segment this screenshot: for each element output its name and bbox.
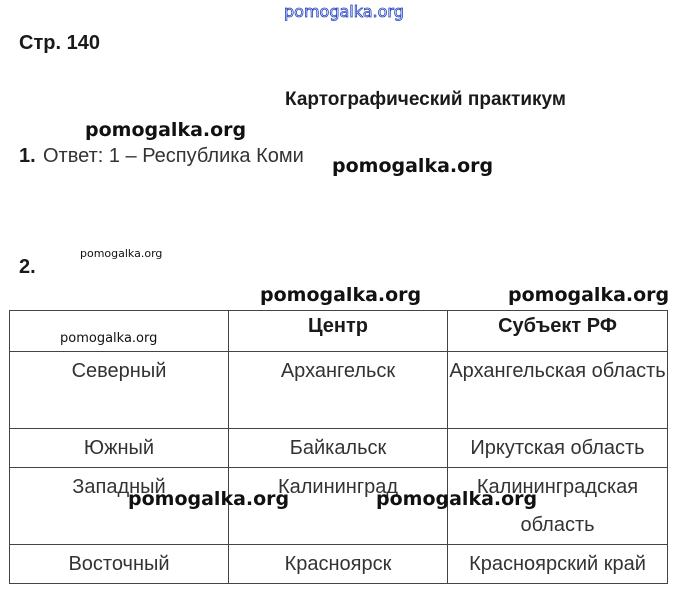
watermark: pomogalka.org bbox=[260, 284, 422, 306]
table-row bbox=[10, 545, 668, 584]
header-cell-center: Центр bbox=[229, 311, 448, 352]
watermark: pomogalka.org bbox=[508, 284, 670, 306]
table-cell: Южный bbox=[10, 429, 229, 468]
table-row bbox=[10, 352, 668, 429]
header-cell-subject: Субъект РФ bbox=[448, 311, 668, 352]
table-cell: Байкальск bbox=[229, 429, 448, 468]
table-cell: Иркутская область bbox=[448, 429, 668, 468]
watermark-small: pomogalka.org bbox=[80, 247, 163, 260]
question-1-number: 1. bbox=[19, 145, 36, 167]
table-row bbox=[10, 429, 668, 468]
watermark: pomogalka.org bbox=[128, 488, 290, 510]
watermark: pomogalka.org bbox=[376, 488, 538, 510]
watermark: pomogalka.org bbox=[85, 119, 247, 141]
question-1-answer: Ответ: 1 – Республика Коми bbox=[43, 145, 304, 167]
table-cell: Калининградская область bbox=[448, 468, 668, 545]
watermark-small: pomogalka.org bbox=[60, 331, 158, 346]
regions-table bbox=[9, 310, 668, 584]
watermark-top: pomogalka.org bbox=[284, 2, 404, 21]
table-cell: Восточный bbox=[10, 545, 229, 584]
question-2-number: 2. bbox=[19, 256, 36, 278]
table-cell: Калининград bbox=[229, 468, 448, 545]
table-cell: Красноярск bbox=[229, 545, 448, 584]
table-cell: Архангельская область bbox=[448, 352, 668, 429]
table-cell: Архангельск bbox=[229, 352, 448, 429]
section-title: Картографический практикум bbox=[285, 89, 566, 110]
page-number: Стр. 140 bbox=[19, 32, 100, 54]
table-cell: Северный bbox=[10, 352, 229, 429]
table-cell: Западный bbox=[10, 468, 229, 545]
table-cell: Красноярский край bbox=[448, 545, 668, 584]
watermark: pomogalka.org bbox=[332, 155, 494, 177]
table-row bbox=[10, 468, 668, 545]
